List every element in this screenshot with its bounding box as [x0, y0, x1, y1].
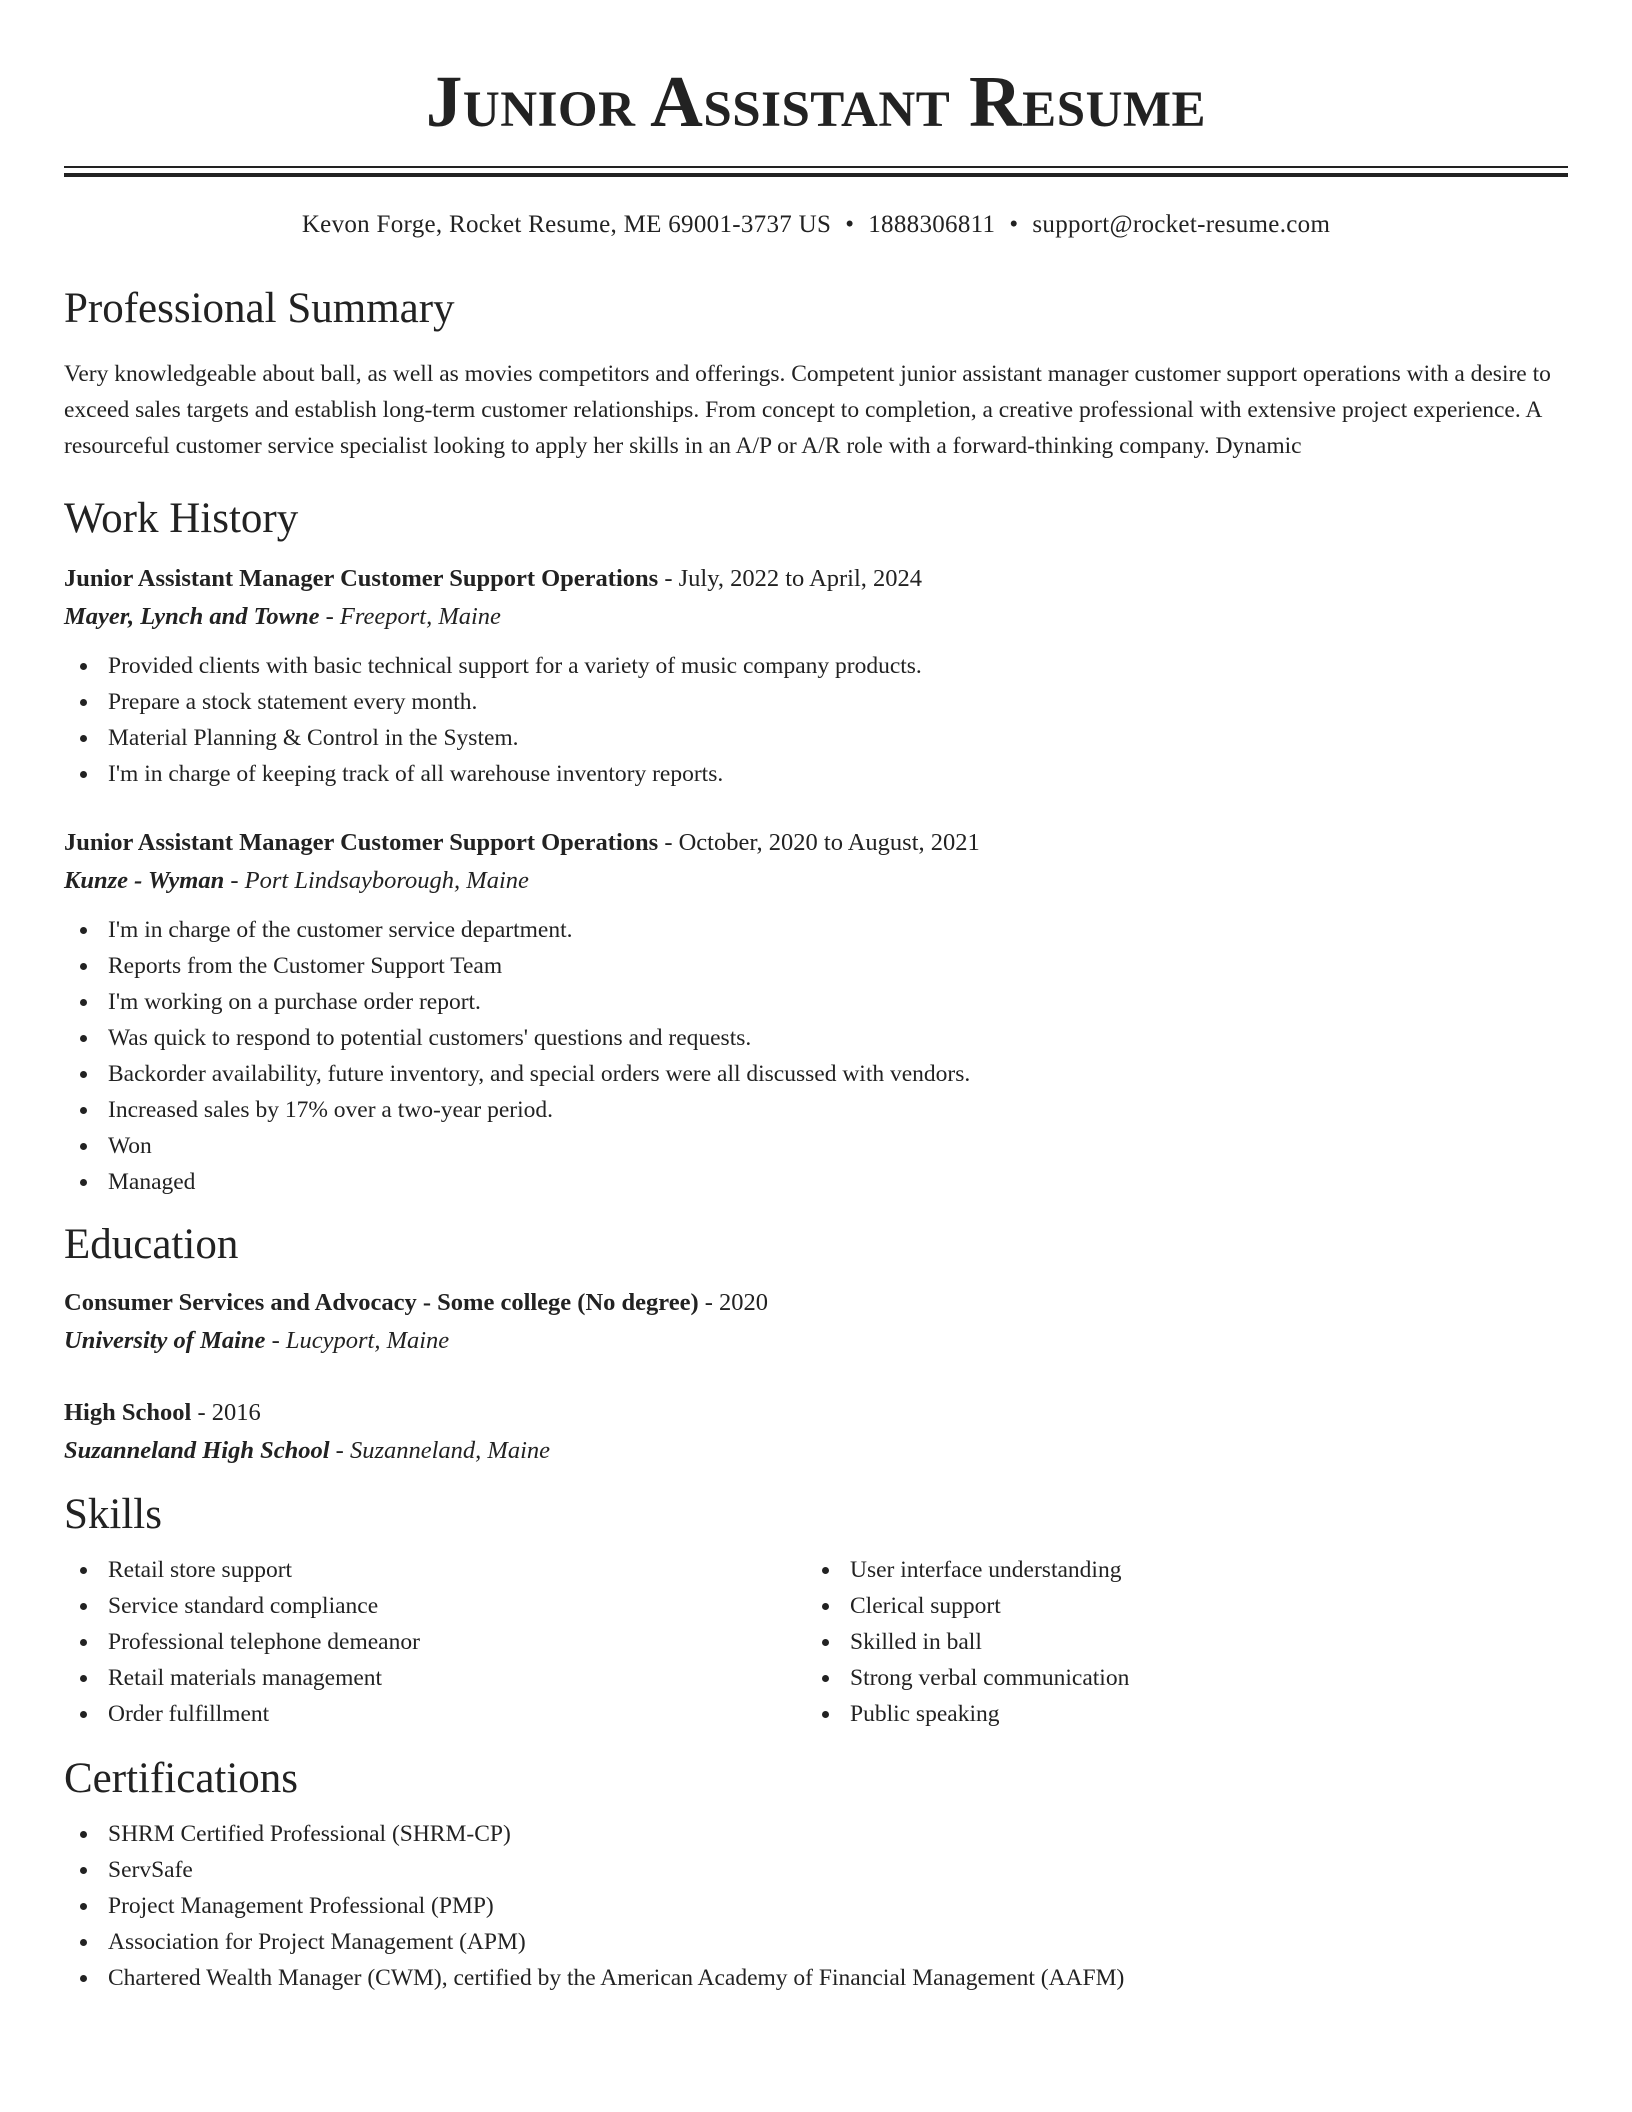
list-item	[64, 912, 1568, 948]
company-location: Port Lindsayborough, Maine	[244, 867, 529, 894]
school-location: Lucyport, Maine	[285, 1327, 450, 1354]
dash: -	[658, 565, 679, 592]
school-line	[64, 1322, 1568, 1360]
job-bullet-list	[64, 648, 1568, 792]
certification-text: ServSafe	[108, 1857, 193, 1883]
bullet-dot	[80, 663, 87, 670]
list-item	[64, 720, 1568, 756]
bullet-dot	[80, 699, 87, 706]
skill-text: User interface understanding	[850, 1557, 1122, 1583]
school-line	[64, 1432, 1568, 1470]
list-item	[64, 1020, 1568, 1056]
list-item	[64, 1960, 1568, 1996]
job-title: Junior Assistant Manager Customer Support Operations	[64, 565, 659, 592]
list-item	[64, 1092, 1568, 1128]
bullet-text: I'm working on a purchase order report.	[108, 989, 481, 1015]
education-entry	[64, 1284, 1568, 1360]
dash: -	[658, 829, 679, 856]
company-name: Kunze - Wyman	[64, 867, 225, 894]
job-entry	[64, 824, 1568, 1200]
skill-text: Clerical support	[850, 1593, 1001, 1619]
bullet-dot	[80, 1975, 87, 1982]
dash: -	[191, 1399, 212, 1426]
bullet-dot	[80, 1035, 87, 1042]
bullet-text: Managed	[108, 1169, 196, 1195]
certification-text: SHRM Certified Professional (SHRM-CP)	[108, 1821, 511, 1847]
company-line	[64, 862, 1568, 900]
bullet-dot	[80, 1675, 87, 1682]
contact-address: Kevon Forge, Rocket Resume, ME 69001-3737 US	[301, 211, 832, 238]
company-location: Freeport, Maine	[339, 603, 501, 630]
list-item	[64, 1164, 1568, 1200]
job-dates: July, 2022 to April, 2024	[678, 565, 923, 592]
job-bullet-list	[64, 912, 1568, 1200]
bullet-dot	[822, 1567, 829, 1574]
company-name: Mayer, Lynch and Towne	[64, 603, 320, 630]
education-entry	[64, 1394, 1568, 1470]
bullet-dot	[822, 1675, 829, 1682]
list-item	[64, 984, 1568, 1020]
bullet-dot	[80, 1831, 87, 1838]
degree: High School	[64, 1399, 192, 1426]
contact-separator: •	[845, 211, 855, 238]
job-title-line	[64, 560, 1568, 598]
certification-text: Association for Project Management (APM)	[108, 1929, 526, 1955]
bullet-text: Reports from the Customer Support Team	[108, 953, 503, 979]
bullet-dot	[80, 1107, 87, 1114]
degree: Consumer Services and Advocacy - Some college (No degree)	[64, 1289, 699, 1316]
resume-page	[64, 0, 1568, 1996]
bullet-text: I'm in charge of keeping track of all warehouse inventory reports.	[108, 761, 724, 787]
school-name: University of Maine	[64, 1327, 266, 1354]
bullet-dot	[80, 735, 87, 742]
certification-text: Chartered Wealth Manager (CWM), certified by the American Academy of Financial Management (AAFM)	[108, 1965, 1125, 1991]
skill-text: Professional telephone demeanor	[108, 1629, 420, 1655]
bullet-dot	[80, 1179, 87, 1186]
skills-list-left	[64, 1552, 806, 1732]
list-item	[64, 948, 1568, 984]
list-item	[806, 1588, 1548, 1624]
school-location: Suzanneland, Maine	[349, 1437, 551, 1464]
contact-phone: 1888306811	[868, 211, 996, 238]
degree-line	[64, 1394, 1568, 1432]
bullet-dot	[80, 999, 87, 1006]
list-item	[64, 1924, 1568, 1960]
job-dates: October, 2020 to August, 2021	[678, 829, 980, 856]
job-title-line	[64, 824, 1568, 862]
bullet-text: Provided clients with basic technical support for a variety of music company products.	[108, 653, 922, 679]
dash: -	[265, 1327, 286, 1354]
bullet-dot	[80, 927, 87, 934]
list-item	[64, 1696, 806, 1732]
bullet-text: I'm in charge of the customer service department.	[108, 917, 573, 943]
education-year: 2020	[719, 1289, 769, 1316]
skill-text: Order fulfillment	[108, 1701, 270, 1727]
contact-email: support@rocket-resume.com	[1032, 211, 1331, 238]
company-line	[64, 598, 1568, 636]
bullet-text: Material Planning & Control in the System.	[108, 725, 519, 751]
skills-columns	[64, 1552, 1568, 1732]
bullet-dot	[80, 1711, 87, 1718]
list-item	[806, 1552, 1548, 1588]
bullet-dot	[822, 1639, 829, 1646]
skill-text: Service standard compliance	[108, 1593, 379, 1619]
bullet-dot	[80, 1639, 87, 1646]
degree-line	[64, 1284, 1568, 1322]
bullet-text: Prepare a stock statement every month.	[108, 689, 478, 715]
list-item	[64, 1552, 806, 1588]
bullet-dot	[822, 1603, 829, 1610]
skills-list-right	[806, 1552, 1548, 1732]
bullet-text: Was quick to respond to potential customers' questions and requests.	[108, 1025, 752, 1051]
list-item	[64, 684, 1568, 720]
dash: -	[329, 1437, 350, 1464]
bullet-dot	[822, 1711, 829, 1718]
list-item	[64, 756, 1568, 792]
bullet-dot	[80, 1567, 87, 1574]
list-item	[64, 1816, 1568, 1852]
list-item	[64, 1056, 1568, 1092]
bullet-text: Increased sales by 17% over a two-year period.	[108, 1097, 554, 1123]
bullet-dot	[80, 1903, 87, 1910]
list-item	[64, 1852, 1568, 1888]
title-double-rule	[64, 166, 1568, 177]
list-item	[64, 648, 1568, 684]
bullet-dot	[80, 1143, 87, 1150]
list-item	[64, 1128, 1568, 1164]
bullet-dot	[80, 1071, 87, 1078]
dash: -	[319, 603, 340, 630]
skill-text: Retail materials management	[108, 1665, 383, 1691]
skill-text: Strong verbal communication	[850, 1665, 1130, 1691]
dash: -	[698, 1289, 720, 1316]
contact-line	[64, 210, 1568, 240]
skills-heading: Skills	[64, 1491, 162, 1538]
education-year: 2016	[211, 1399, 261, 1426]
dash: -	[224, 867, 245, 894]
certifications-list	[64, 1816, 1568, 1996]
list-item	[806, 1696, 1548, 1732]
bullet-dot	[80, 1939, 87, 1946]
bullet-text: Backorder availability, future inventory, and special orders were all discussed with vendors.	[108, 1061, 971, 1087]
certification-text: Project Management Professional (PMP)	[108, 1893, 494, 1919]
job-entry	[64, 560, 1568, 792]
resume-title: Junior Assistant Resume	[425, 61, 1207, 142]
skill-text: Retail store support	[108, 1557, 293, 1583]
bullet-text: Won	[108, 1133, 152, 1159]
list-item	[64, 1660, 806, 1696]
summary-text: Very knowledgeable about ball, as well as movies competitors and offerings. Competent junior assistant manager customer support operations with a desire to exceed sales targets and establish long-term customer relationships. From concept to completion, a creative professional with extensive project experience. A resourceful customer service specialist looking to apply her skills in an A/P or A/R role with a forward-thinking company. Dynamic	[64, 361, 1551, 459]
bullet-dot	[80, 1867, 87, 1874]
skill-text: Public speaking	[850, 1701, 1000, 1727]
contact-separator: •	[1009, 211, 1019, 238]
school-name: Suzanneland High School	[64, 1437, 330, 1464]
skill-text: Skilled in ball	[850, 1629, 982, 1655]
list-item	[806, 1624, 1548, 1660]
job-title: Junior Assistant Manager Customer Support Operations	[64, 829, 659, 856]
list-item	[64, 1888, 1568, 1924]
work-history-heading: Work History	[64, 495, 299, 542]
summary-heading: Professional Summary	[64, 285, 455, 332]
bullet-dot	[80, 771, 87, 778]
certifications-heading: Certifications	[64, 1755, 299, 1802]
list-item	[64, 1588, 806, 1624]
list-item	[64, 1624, 806, 1660]
bullet-dot	[80, 1603, 87, 1610]
list-item	[806, 1660, 1548, 1696]
bullet-dot	[80, 963, 87, 970]
education-heading: Education	[64, 1221, 239, 1268]
